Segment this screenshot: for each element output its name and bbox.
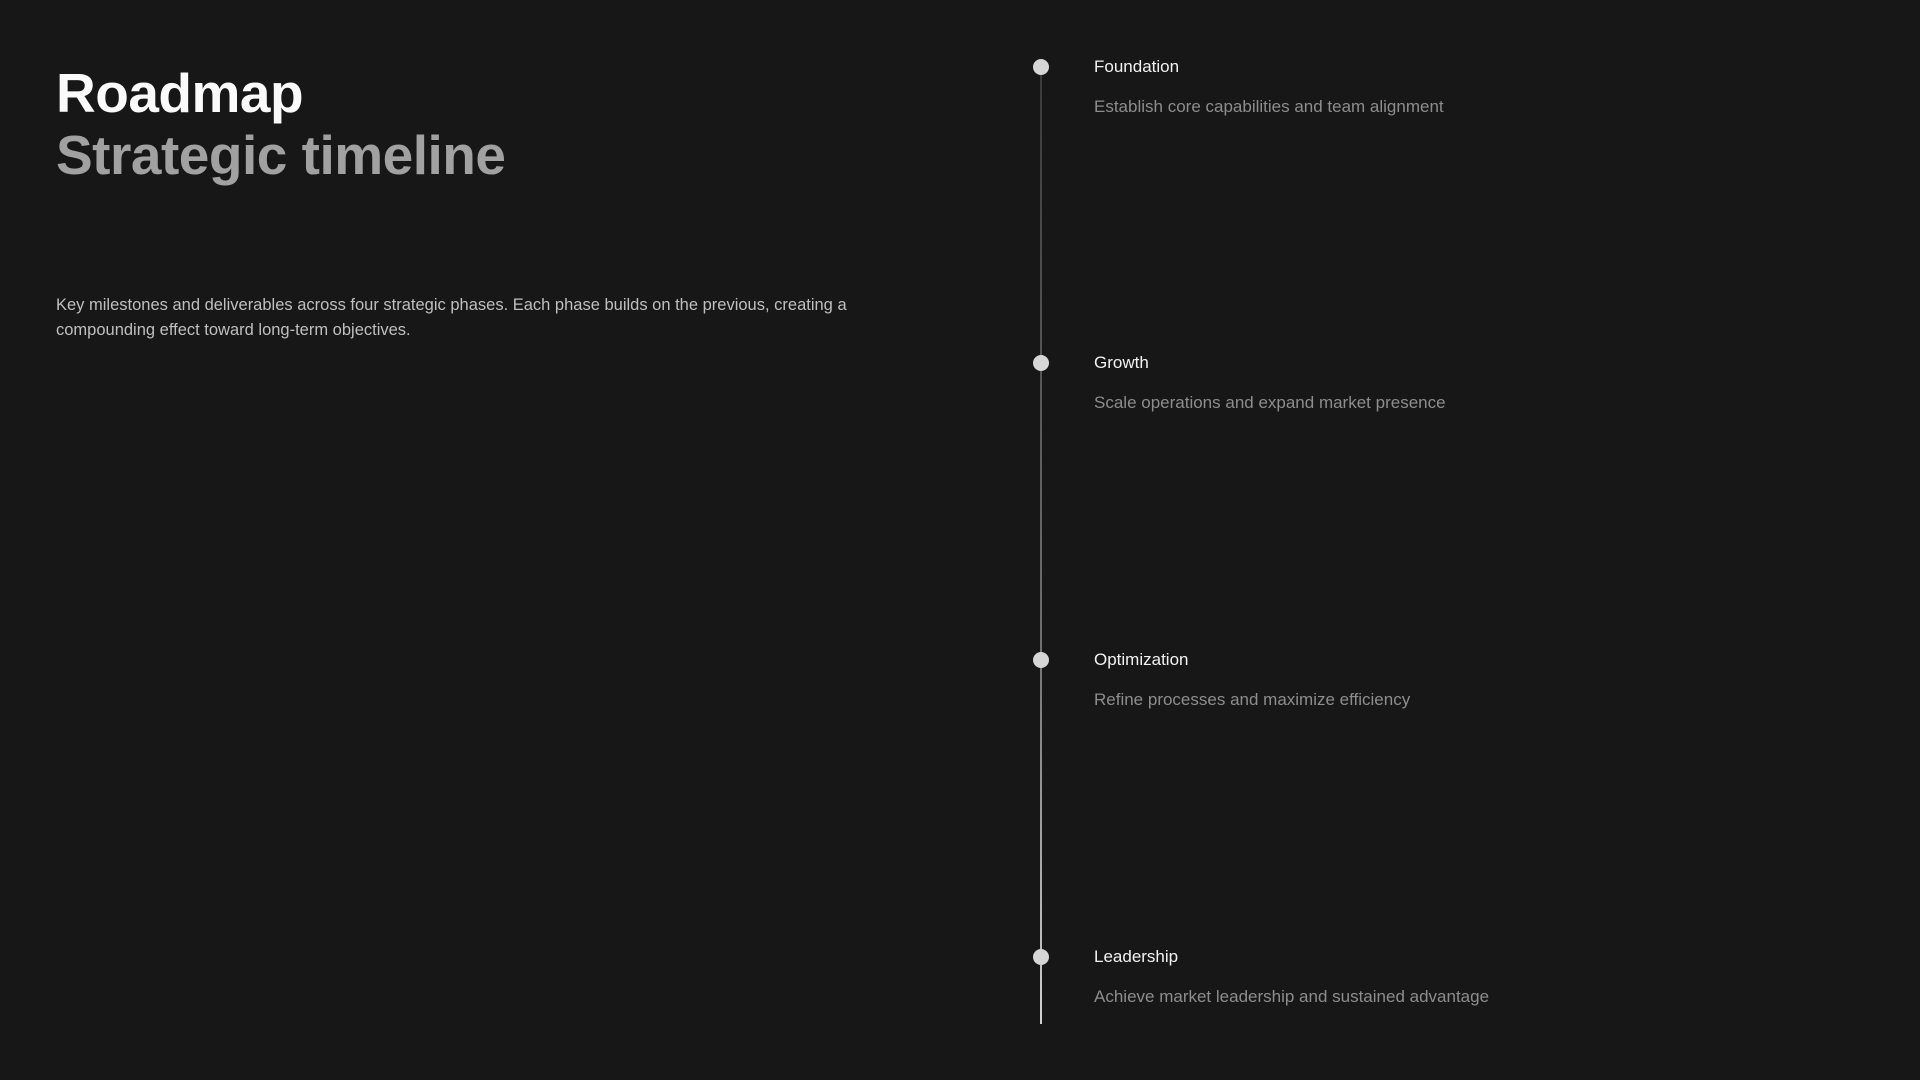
timeline-item-label: Leadership [1094, 947, 1179, 966]
timeline-item-growth [1033, 351, 1773, 415]
page-title: Roadmap [56, 62, 304, 124]
timeline-line [1040, 67, 1042, 1024]
page-subtitle: Strategic timeline [56, 124, 506, 186]
timeline-item-description: Refine processes and maximize efficiency [1094, 690, 1411, 709]
timeline-item-foundation [1033, 55, 1773, 119]
timeline-dot [1033, 949, 1049, 965]
timeline-item-label: Optimization [1094, 650, 1189, 669]
timeline-item-content [1094, 351, 1773, 415]
timeline-dot [1033, 355, 1049, 371]
timeline-item-leadership [1033, 945, 1773, 1009]
timeline-item-description: Scale operations and expand market presence [1094, 393, 1446, 412]
timeline-item-label: Growth [1094, 353, 1149, 372]
timeline-dot [1033, 59, 1049, 75]
timeline-item-description: Establish core capabilities and team alignment [1094, 97, 1444, 116]
timeline-item-content [1094, 55, 1773, 119]
timeline-item-content [1094, 648, 1773, 712]
timeline-dot [1033, 652, 1049, 668]
timeline-item-optimization [1033, 648, 1773, 712]
intro-paragraph: Key milestones and deliverables across four strategic phases. Each phase builds on the previous, creating a compounding effect toward long-term objectives. [56, 296, 847, 339]
timeline-item-content [1094, 945, 1773, 1009]
timeline-item-description: Achieve market leadership and sustained advantage [1094, 987, 1490, 1006]
timeline-item-label: Foundation [1094, 57, 1180, 76]
